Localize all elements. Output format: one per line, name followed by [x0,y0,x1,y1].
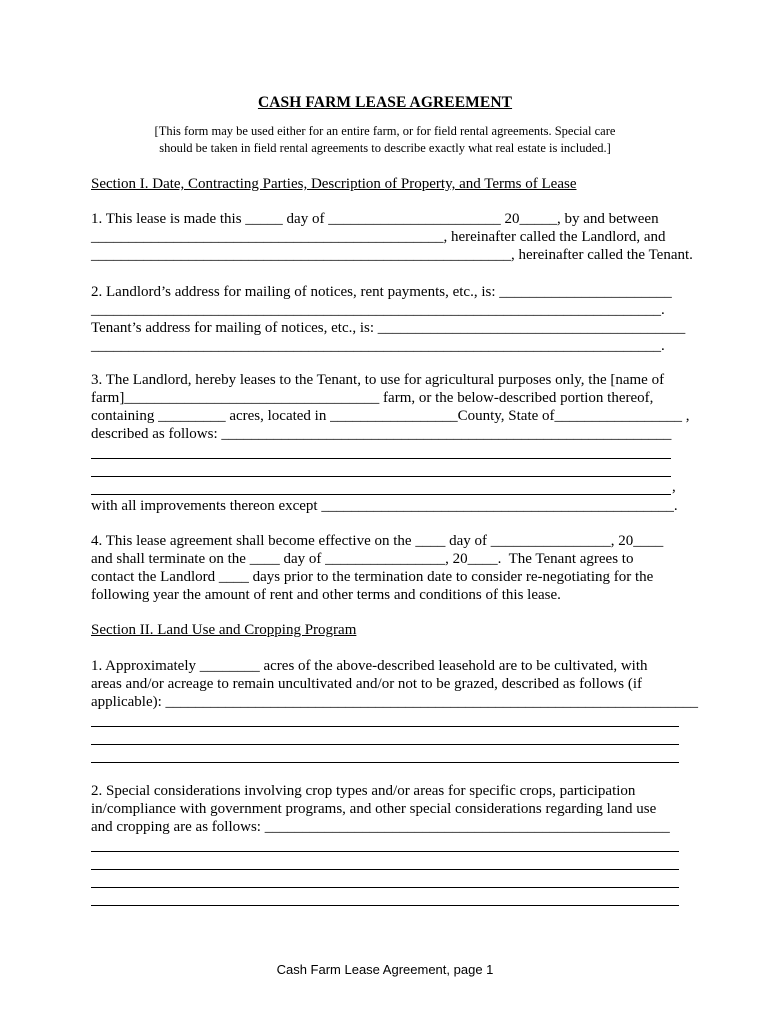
s2-p1-line-1: 1. Approximately ________ acres of the above-described leasehold are to be cultivated, with [91,658,648,674]
s2-p1-line-2: areas and/or acreage to remain uncultivated and/or not to be grazed, described as follows (if [91,676,643,692]
comma-mark: , [672,479,676,495]
s1-p2-line-2: ____________________________________________________________________________. [91,302,665,318]
blank-line [91,744,679,745]
blank-line [91,476,671,477]
s1-p2-line-4: ____________________________________________________________________________. [91,338,665,354]
s1-p4-line-4: following year the amount of rent and other terms and conditions of this lease. [91,587,561,603]
s2-p1-line-3: applicable): _______________________________________________________________________ [91,694,699,710]
s1-p3-line-3: containing _________ acres, located in _________________County, State of_________________ , [91,408,690,424]
blank-line [91,869,679,870]
blank-line [91,726,679,727]
blank-line [91,458,671,459]
s1-p4-line-2: and shall terminate on the ____ day of ________________, 20____. The Tenant agrees to [91,551,634,567]
document-title: CASH FARM LEASE AGREEMENT [257,94,513,111]
s2-p2-line-2: in/compliance with government programs, and other special considerations regarding land use [91,801,657,817]
s2-p2-line-1: 2. Special considerations involving crop types and/or areas for specific crops, participation [91,783,636,799]
s1-p2-line-1: 2. Landlord’s address for mailing of notices, rent payments, etc., is: _______________________ [91,284,672,300]
s1-p1-line-2: _______________________________________________, hereinafter called the Landlord, and [91,229,666,245]
s2-p2-line-3: and cropping are as follows: ______________________________________________________ [91,819,670,835]
blank-line [91,494,671,495]
blank-line [91,887,679,888]
blank-line [91,905,679,906]
blank-line [91,851,679,852]
s1-p3-line-1: 3. The Landlord, hereby leases to the Tenant, to use for agricultural purposes only, the [name of [91,372,665,388]
s1-p3-line-2: farm]__________________________________ farm, or the below-described portion thereof, [91,390,654,406]
s1-p4-line-3: contact the Landlord ____ days prior to the termination date to consider re-negotiating for the [91,569,654,585]
s1-p2-line-3: Tenant’s address for mailing of notices, etc., is: _________________________________________ [91,320,686,336]
s1-p3-line-4: described as follows: ____________________________________________________________ [91,426,672,442]
s1-p3-line-5: with all improvements thereon except _______________________________________________. [91,498,678,514]
s1-p1-line-1: 1. This lease is made this _____ day of _______________________ 20_____, by and between [91,211,659,227]
section-1-heading: Section I. Date, Contracting Parties, Description of Property, and Terms of Lease [91,176,577,192]
instruction-note-line-2: should be taken in field rental agreements to describe exactly what real estate is included.] [159,141,611,155]
section-2-heading: Section II. Land Use and Cropping Program [91,622,357,638]
s1-p1-line-3: ________________________________________________________, hereinafter called the Tenant. [91,247,693,263]
page-footer: Cash Farm Lease Agreement, page 1 [276,962,494,977]
blank-line [91,762,679,763]
s1-p4-line-1: 4. This lease agreement shall become effective on the ____ day of ________________, 20____ [91,533,664,549]
instruction-note-line-1: [This form may be used either for an entire farm, or for field rental agreements. Special care [154,124,616,138]
